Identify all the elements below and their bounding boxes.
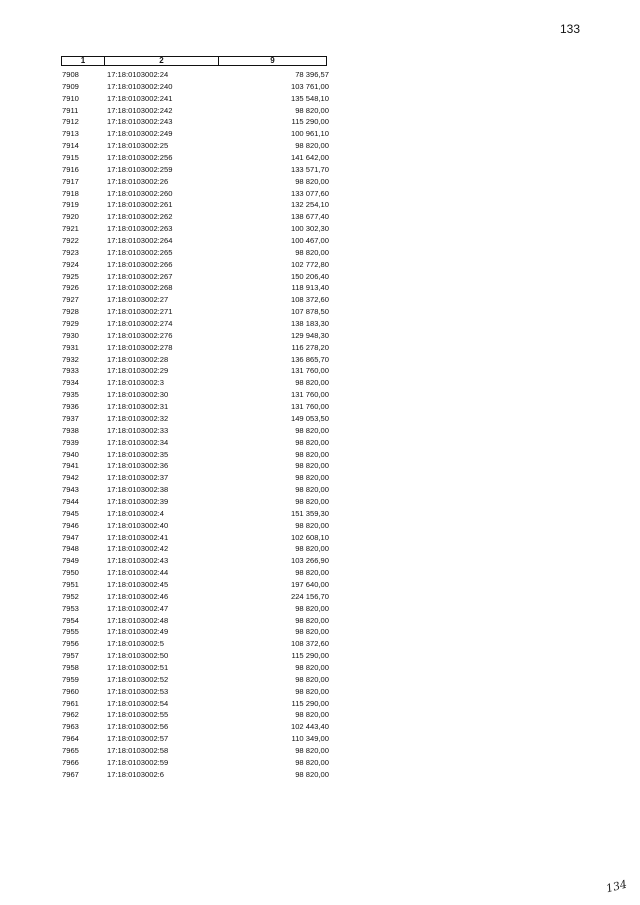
value: 115 290,00: [291, 651, 329, 661]
cadastral-number: 17:18:0103002:47: [107, 603, 169, 613]
value: 197 640,00: [290, 579, 329, 589]
cadastral-number: 17:18:0103002:264: [107, 236, 173, 246]
table-row: [61, 93, 331, 105]
value: 108 372,60: [290, 639, 329, 649]
table-row: [61, 318, 331, 330]
table-row: [61, 567, 331, 579]
table-row: [61, 532, 331, 544]
table-row: [61, 69, 331, 81]
cadastral-number: 17:18:0103002:36: [107, 461, 169, 471]
row-number: 7956: [62, 639, 79, 649]
table-row: [61, 199, 331, 211]
cadastral-number: 17:18:0103002:57: [107, 734, 169, 744]
row-number: 7951: [62, 579, 79, 589]
value: 102 443,40: [290, 722, 329, 732]
row-number: 7958: [62, 662, 79, 672]
table-row: [61, 152, 331, 164]
value: 224 156,70: [290, 591, 329, 601]
value: 141 642,00: [290, 153, 329, 163]
table-header: [61, 56, 327, 66]
table-row: [61, 591, 331, 603]
cadastral-number: 17:18:0103002:43: [107, 556, 169, 566]
row-number: 7953: [62, 603, 79, 613]
cadastral-number: 17:18:0103002:24: [107, 70, 169, 79]
value: 98 820,00: [295, 757, 329, 767]
cadastral-number: 17:18:0103002:59: [107, 757, 169, 767]
value: 107 878,50: [290, 307, 329, 317]
value: 98 820,00: [295, 615, 329, 625]
row-number: 7935: [62, 390, 79, 400]
table-row: [61, 603, 331, 615]
table-row: [61, 674, 331, 686]
value: 103 761,00: [290, 81, 329, 91]
table-row: [61, 306, 331, 318]
cadastral-number: 17:18:0103002:25: [107, 141, 169, 151]
row-number: 7908: [62, 70, 79, 79]
value: 118 913,40: [291, 283, 329, 293]
row-number: 7931: [62, 342, 79, 352]
value: 133 571,70: [290, 164, 329, 174]
cadastral-number: 17:18:0103002:271: [107, 307, 173, 317]
table-body: [61, 69, 331, 781]
value: 132 254,10: [290, 200, 329, 210]
table-row: [61, 294, 331, 306]
value: 102 772,80: [290, 259, 329, 269]
table-row: [61, 579, 331, 591]
row-number: 7961: [62, 698, 79, 708]
row-number: 7947: [62, 532, 79, 542]
row-number: 7948: [62, 544, 79, 554]
row-number: 7910: [62, 93, 79, 103]
value: 98 820,00: [295, 662, 329, 672]
column-header-1: 1: [62, 57, 105, 65]
value: 98 820,00: [295, 520, 329, 530]
value: 98 820,00: [295, 437, 329, 447]
table-row: [61, 389, 331, 401]
table-row: [61, 140, 331, 152]
row-number: 7965: [62, 745, 79, 755]
cadastral-number: 17:18:0103002:42: [107, 544, 169, 554]
table-row: [61, 626, 331, 638]
row-number: 7921: [62, 224, 79, 234]
row-number: 7950: [62, 568, 79, 578]
table-row: [61, 354, 331, 366]
table-row: [61, 235, 331, 247]
table-row: [61, 176, 331, 188]
table-row: [61, 223, 331, 235]
cadastral-number: 17:18:0103002:243: [107, 117, 173, 127]
row-number: 7922: [62, 236, 79, 246]
value: 98 820,00: [295, 378, 329, 388]
row-number: 7924: [62, 259, 79, 269]
table-row: [61, 555, 331, 567]
cadastral-number: 17:18:0103002:31: [107, 402, 169, 412]
handwritten-note: 134: [604, 877, 629, 896]
cadastral-number: 17:18:0103002:40: [107, 520, 169, 530]
value: 100 302,30: [290, 224, 329, 234]
value: 98 820,00: [295, 141, 329, 151]
cadastral-number: 17:18:0103002:58: [107, 745, 169, 755]
value: 135 548,10: [290, 93, 329, 103]
cadastral-number: 17:18:0103002:39: [107, 496, 169, 506]
row-number: 7926: [62, 283, 79, 293]
table-row: [61, 81, 331, 93]
row-number: 7944: [62, 496, 79, 506]
cadastral-number: 17:18:0103002:242: [107, 105, 173, 115]
cadastral-number: 17:18:0103002:34: [107, 437, 169, 447]
row-number: 7938: [62, 425, 79, 435]
table-row: [61, 401, 331, 413]
row-number: 7928: [62, 307, 79, 317]
value: 138 677,40: [290, 212, 329, 222]
cadastral-number: 17:18:0103002:267: [107, 271, 173, 281]
row-number: 7911: [62, 105, 79, 115]
cadastral-number: 17:18:0103002:27: [107, 295, 169, 305]
table-row: [61, 543, 331, 555]
value: 133 077,60: [290, 188, 329, 198]
value: 103 266,90: [290, 556, 329, 566]
row-number: 7915: [62, 153, 79, 163]
row-number: 7929: [62, 319, 79, 329]
cadastral-number: 17:18:0103002:256: [107, 153, 173, 163]
row-number: 7962: [62, 710, 79, 720]
column-header-9: 9: [270, 56, 275, 65]
cadastral-number: 17:18:0103002:249: [107, 129, 173, 139]
value: 131 760,00: [290, 402, 329, 412]
row-number: 7966: [62, 757, 79, 767]
table-row: [61, 757, 331, 769]
cadastral-number: 17:18:0103002:259: [107, 164, 173, 174]
cadastral-number: 17:18:0103002:33: [107, 425, 169, 435]
row-number: 7954: [62, 615, 79, 625]
table-row: [61, 282, 331, 294]
value: 98 820,00: [295, 603, 329, 613]
table-row: [61, 211, 331, 223]
table-row: [61, 709, 331, 721]
table-row: [61, 247, 331, 259]
value: 98 820,00: [295, 425, 329, 435]
cadastral-number: 17:18:0103002:54: [107, 698, 169, 708]
row-number: 7916: [62, 164, 79, 174]
value: 98 820,00: [295, 627, 329, 637]
value: 98 820,00: [295, 247, 329, 257]
value: 116 278,20: [291, 342, 329, 352]
row-number: 7946: [62, 520, 79, 530]
cadastral-number: 17:18:0103002:276: [107, 330, 173, 340]
value: 150 206,40: [290, 271, 329, 281]
value: 98 820,00: [295, 686, 329, 696]
value: 98 820,00: [295, 485, 329, 495]
table-row: [61, 413, 331, 425]
cadastral-number: 17:18:0103002:26: [107, 176, 169, 186]
table-row: [61, 330, 331, 342]
row-number: 7932: [62, 354, 79, 364]
value: 98 820,00: [295, 496, 329, 506]
table-row: [61, 721, 331, 733]
table-row: [61, 733, 331, 745]
row-number: 7933: [62, 366, 79, 376]
cadastral-number: 17:18:0103002:45: [107, 579, 169, 589]
table-row: [61, 496, 331, 508]
row-number: 7967: [62, 769, 79, 779]
row-number: 7939: [62, 437, 79, 447]
table-row: [61, 365, 331, 377]
row-number: 7917: [62, 176, 79, 186]
row-number: 7937: [62, 413, 79, 423]
table-row: [61, 460, 331, 472]
cadastral-number: 17:18:0103002:52: [107, 674, 169, 684]
value: 98 820,00: [295, 568, 329, 578]
cadastral-number: 17:18:0103002:38: [107, 485, 169, 495]
row-number: 7949: [62, 556, 79, 566]
cadastral-number: 17:18:0103002:5: [107, 639, 165, 649]
table-row: [61, 650, 331, 662]
table-row: [61, 698, 331, 710]
cadastral-number: 17:18:0103002:265: [107, 247, 173, 257]
cadastral-number: 17:18:0103002:260: [107, 188, 173, 198]
row-number: 7913: [62, 129, 79, 139]
value: 98 820,00: [295, 461, 329, 471]
value: 110 349,00: [291, 734, 329, 744]
page-number: 133: [560, 22, 581, 36]
table-row: [61, 116, 331, 128]
value: 115 290,00: [291, 698, 329, 708]
value: 129 948,30: [290, 330, 329, 340]
value: 98 820,00: [295, 769, 329, 779]
cadastral-number: 17:18:0103002:4: [107, 508, 165, 518]
cadastral-number: 17:18:0103002:41: [107, 532, 169, 542]
cadastral-number: 17:18:0103002:32: [107, 413, 169, 423]
value: 136 865,70: [290, 354, 329, 364]
table-row: [61, 508, 331, 520]
cadastral-number: 17:18:0103002:49: [107, 627, 169, 637]
table-row: [61, 105, 331, 117]
cadastral-number: 17:18:0103002:263: [107, 224, 173, 234]
cadastral-number: 17:18:0103002:48: [107, 615, 169, 625]
table-row: [61, 188, 331, 200]
value: 138 183,30: [290, 319, 329, 329]
column-header-2: 2: [105, 57, 219, 65]
row-number: 7940: [62, 449, 79, 459]
row-number: 7942: [62, 473, 79, 483]
table-row: [61, 769, 331, 781]
value: 98 820,00: [295, 710, 329, 720]
table-row: [61, 164, 331, 176]
row-number: 7930: [62, 330, 79, 340]
table-row: [61, 745, 331, 757]
table-row: [61, 638, 331, 650]
value: 98 820,00: [295, 473, 329, 483]
value: 102 608,10: [290, 532, 329, 542]
table-row: [61, 271, 331, 283]
row-number: 7964: [62, 734, 79, 744]
table-row: [61, 686, 331, 698]
cadastral-number: 17:18:0103002:28: [107, 354, 169, 364]
table-row: [61, 128, 331, 140]
row-number: 7927: [62, 295, 79, 305]
table-row: [61, 662, 331, 674]
cadastral-number: 17:18:0103002:274: [107, 319, 173, 329]
row-number: 7918: [62, 188, 79, 198]
value: 108 372,60: [290, 295, 329, 305]
value: 100 467,00: [290, 236, 329, 246]
row-number: 7912: [62, 117, 79, 127]
table-row: [61, 259, 331, 271]
table-row: [61, 484, 331, 496]
cadastral-number: 17:18:0103002:35: [107, 449, 169, 459]
table-row: [61, 377, 331, 389]
value: 98 820,00: [295, 105, 329, 115]
value: 98 820,00: [295, 745, 329, 755]
cadastral-number: 17:18:0103002:261: [107, 200, 173, 210]
row-number: 7955: [62, 627, 79, 637]
value: 98 820,00: [295, 674, 329, 684]
cadastral-number: 17:18:0103002:37: [107, 473, 169, 483]
cadastral-number: 17:18:0103002:30: [107, 390, 169, 400]
cadastral-number: 17:18:0103002:53: [107, 686, 169, 696]
cadastral-number: 17:18:0103002:241: [107, 93, 173, 103]
cadastral-number: 17:18:0103002:3: [107, 378, 165, 388]
cadastral-number: 17:18:0103002:44: [107, 568, 169, 578]
row-number: 7920: [62, 212, 79, 222]
cadastral-number: 17:18:0103002:6: [107, 769, 165, 779]
cadastral-number: 17:18:0103002:278: [107, 342, 173, 352]
cadastral-number: 17:18:0103002:50: [107, 651, 169, 661]
value: 151 359,30: [290, 508, 329, 518]
row-number: 7941: [62, 461, 79, 471]
cadastral-number: 17:18:0103002:262: [107, 212, 173, 222]
row-number: 7945: [62, 508, 79, 518]
table-row: [61, 437, 331, 449]
value: 98 820,00: [295, 176, 329, 186]
row-number: 7963: [62, 722, 79, 732]
value: 131 760,00: [290, 366, 329, 376]
table-row: [61, 472, 331, 484]
cadastral-number: 17:18:0103002:29: [107, 366, 169, 376]
value: 100 961,10: [290, 129, 329, 139]
value: 131 760,00: [290, 390, 329, 400]
row-number: 7909: [62, 81, 79, 91]
cadastral-number: 17:18:0103002:51: [107, 662, 169, 672]
row-number: 7959: [62, 674, 79, 684]
row-number: 7943: [62, 485, 79, 495]
value: 115 290,00: [291, 117, 329, 127]
row-number: 7923: [62, 247, 79, 257]
table-row: [61, 425, 331, 437]
row-number: 7919: [62, 200, 79, 210]
value: 78 396,57: [295, 70, 329, 79]
table-row: [61, 615, 331, 627]
cadastral-number: 17:18:0103002:268: [107, 283, 173, 293]
row-number: 7952: [62, 591, 79, 601]
row-number: 7957: [62, 651, 79, 661]
cadastral-number: 17:18:0103002:266: [107, 259, 173, 269]
table-row: [61, 342, 331, 354]
cadastral-number: 17:18:0103002:46: [107, 591, 169, 601]
value: 98 820,00: [295, 544, 329, 554]
row-number: 7936: [62, 402, 79, 412]
value: 98 820,00: [295, 449, 329, 459]
cadastral-number: 17:18:0103002:56: [107, 722, 169, 732]
cadastral-number: 17:18:0103002:240: [107, 81, 173, 91]
row-number: 7925: [62, 271, 79, 281]
table-row: [61, 449, 331, 461]
row-number: 7960: [62, 686, 79, 696]
row-number: 7914: [62, 141, 79, 151]
table-row: [61, 520, 331, 532]
row-number: 7934: [62, 378, 79, 388]
cadastral-number: 17:18:0103002:55: [107, 710, 169, 720]
value: 149 053,50: [290, 413, 329, 423]
